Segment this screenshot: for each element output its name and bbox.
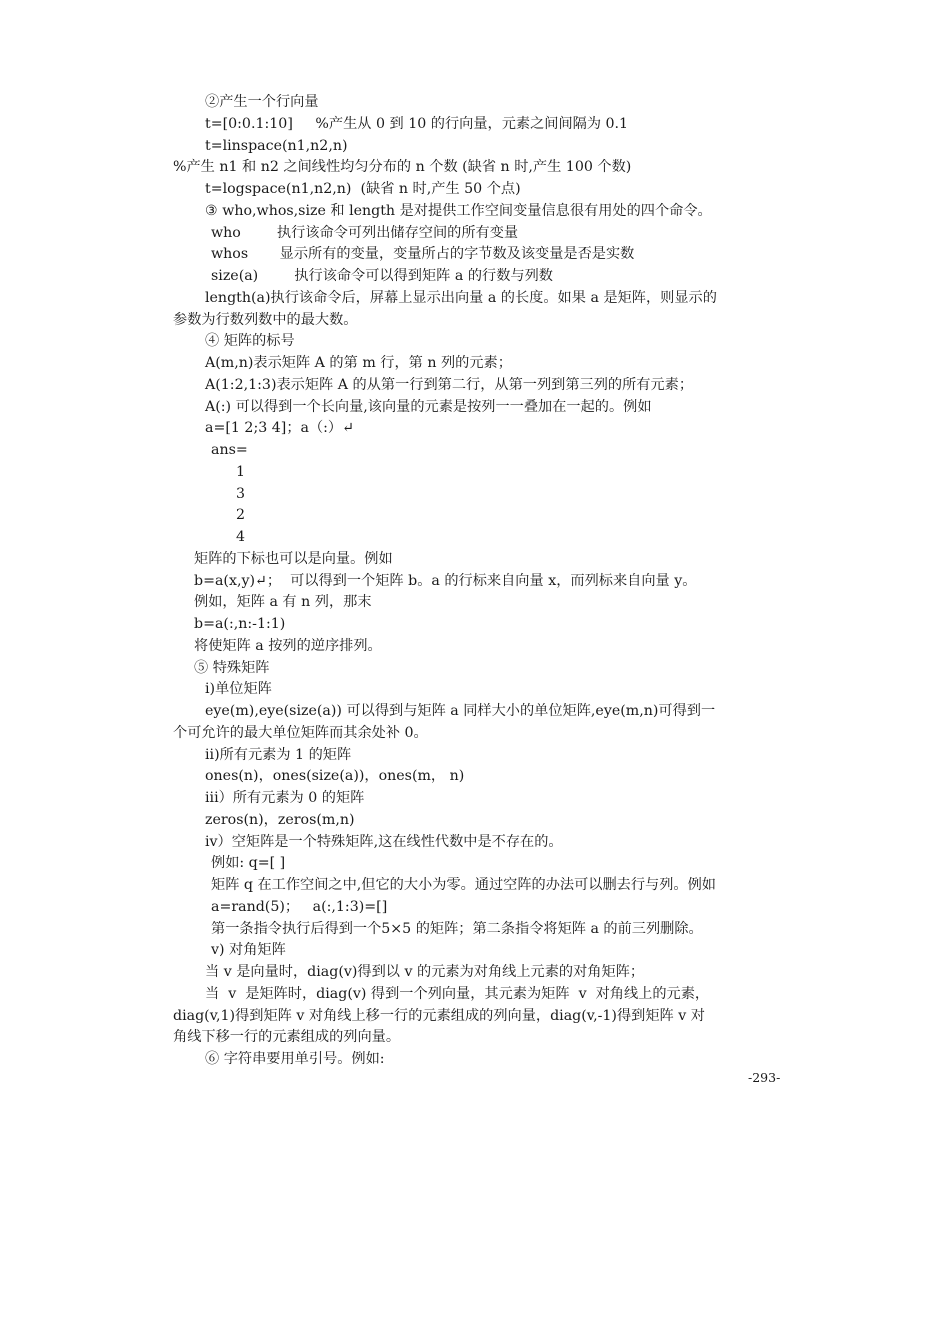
text-line: a=rand(5)； a(:,1:3)=[]	[211, 899, 388, 915]
text-line: b=a(x,y)↵； 可以得到一个矩阵 b。a 的行标来自向量 x，而列标来自向量 y。	[194, 573, 697, 589]
text-line: 2	[236, 507, 246, 523]
text-line: 矩阵的下标也可以是向量。例如	[194, 551, 393, 567]
text-line: 参数为行数列数中的最大数。	[173, 312, 358, 328]
text-line: 将使矩阵 a 按列的逆序排列。	[194, 638, 382, 654]
text-line: ii)所有元素为 1 的矩阵	[205, 747, 352, 763]
text-line: whos 显示所有的变量，变量所占的字节数及该变量是否是实数	[211, 246, 635, 262]
text-line: A(1:2,1:3)表示矩阵 A 的从第一行到第二行，从第一列到第三列的所有元素；	[205, 377, 694, 393]
text-line: t=logspace(n1,n2,n) (缺省 n 时,产生 50 个点)	[205, 181, 521, 197]
text-line: 当 v 是向量时，diag(v)得到以 v 的元素为对角线上元素的对角矩阵；	[205, 964, 645, 980]
text-line: 4	[236, 529, 246, 545]
text-line: ④ 矩阵的标号	[205, 333, 295, 349]
text-line: 角线下移一行的元素组成的列向量。	[173, 1029, 401, 1045]
text-line: b=a(:,n:-1:1)	[194, 616, 286, 632]
page-number: -293-	[748, 1070, 781, 1085]
text-line: 当 v 是矩阵时，diag(v) 得到一个列向量，其元素为矩阵 v 对角线上的元素，	[205, 986, 710, 1002]
text-line: t=linspace(n1,n2,n)	[205, 138, 348, 154]
text-line: 例如: q=[ ]	[211, 855, 286, 871]
text-line: size(a) 执行该命令可以得到矩阵 a 的行数与列数	[211, 268, 553, 284]
text-line: 矩阵 q 在工作空间之中,但它的大小为零。通过空阵的办法可以删去行与列。例如	[211, 877, 716, 893]
text-line: length(a)执行该命令后，屏幕上显示出向量 a 的长度。如果 a 是矩阵，则显示的	[205, 290, 717, 306]
text-line: ③ who,whos,size 和 length 是对提供工作空间变量信息很有用处的四个命令。	[205, 203, 712, 219]
text-line: zeros(n)，zeros(m,n)	[205, 812, 355, 828]
text-line: diag(v,1)得到矩阵 v 对角线上移一行的元素组成的列向量，diag(v,-1)得到矩阵 v 对	[173, 1008, 705, 1024]
text-line: eye(m),eye(size(a)) 可以得到与矩阵 a 同样大小的单位矩阵,eye(m,n)可得到一	[205, 703, 716, 719]
text-line: ans=	[211, 442, 248, 458]
text-line: 例如，矩阵 a 有 n 列，那末	[194, 594, 372, 610]
text-line: 个可允许的最大单位矩阵而其余处补 0。	[173, 725, 428, 741]
text-line: %产生 n1 和 n2 之间线性均匀分布的 n 个数 (缺省 n 时,产生 100 个数)	[173, 159, 632, 175]
text-line: who 执行该命令可列出储存空间的所有变量	[211, 225, 519, 241]
text-line: 第一条指令执行后得到一个5×5 的矩阵；第二条指令将矩阵 a 的前三列删除。	[211, 921, 703, 937]
text-line: i)单位矩阵	[205, 681, 272, 697]
text-line: A(m,n)表示矩阵 A 的第 m 行，第 n 列的元素；	[205, 355, 512, 371]
text-line: A(:) 可以得到一个长向量,该向量的元素是按列一一叠加在一起的。例如	[205, 399, 652, 415]
text-line: ⑥ 字符串要用单引号。例如:	[205, 1051, 385, 1067]
text-line: iii）所有元素为 0 的矩阵	[205, 790, 365, 806]
text-line: ones(n)，ones(size(a))，ones(m， n)	[205, 768, 465, 784]
text-line: 1	[236, 464, 246, 480]
text-line: a=[1 2;3 4]；a（:）↵	[205, 420, 355, 436]
text-line: ⑤ 特殊矩阵	[194, 660, 270, 676]
text-line: 3	[236, 486, 246, 502]
text-line: v) 对角矩阵	[211, 942, 286, 958]
text-line: iv）空矩阵是一个特殊矩阵,这在线性代数中是不存在的。	[205, 834, 563, 850]
text-line: ②产生一个行向量	[205, 94, 319, 110]
text-line: t=[0:0.1:10] %产生从 0 到 10 的行向量，元素之间间隔为 0.1	[205, 116, 629, 132]
